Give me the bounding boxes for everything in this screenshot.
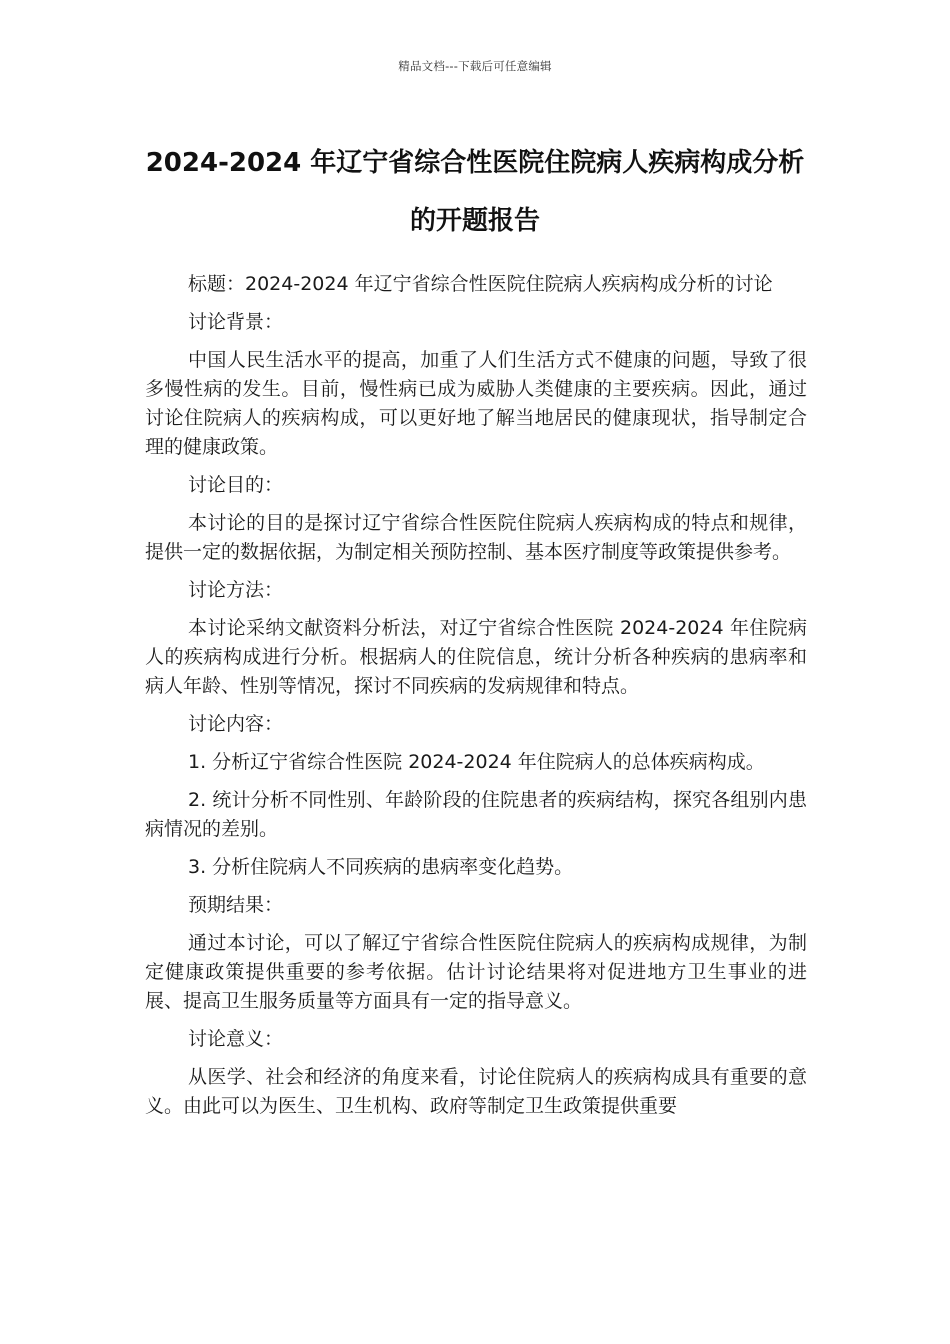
list-item-content-3: 3. 分析住院病人不同疾病的患病率变化趋势。 xyxy=(188,856,574,878)
document-body xyxy=(145,270,807,1130)
heading-significance: 讨论意义： xyxy=(188,1028,284,1050)
document-title: 2024-2024 年辽宁省综合性医院住院病人疾病构成分析的开题报告 xyxy=(145,148,805,236)
heading-background: 讨论背景： xyxy=(188,311,284,333)
list-item-content-2: 2. 统计分析不同性别、年龄阶段的住院患者的疾病结构，探究各组别内患病情况的差别。 xyxy=(145,789,807,840)
paragraph-subject: 标题：2024-2024 年辽宁省综合性医院住院病人疾病构成分析的讨论 xyxy=(188,273,773,295)
paragraph-significance: 从医学、社会和经济的角度来看，讨论住院病人的疾病构成具有重要的意义。由此可以为医生、卫生机构、政府等制定卫生政策提供重要 xyxy=(145,1066,807,1117)
header-note: 精品文档---下载后可任意编辑 xyxy=(398,59,552,73)
heading-method: 讨论方法： xyxy=(188,579,284,601)
heading-purpose: 讨论目的： xyxy=(188,474,284,496)
heading-expected-results: 预期结果： xyxy=(188,894,284,916)
heading-content: 讨论内容： xyxy=(188,713,284,735)
paragraph-purpose: 本讨论的目的是探讨辽宁省综合性医院住院病人疾病构成的特点和规律，提供一定的数据依据，为制定相关预防控制、基本医疗制度等政策提供参考。 xyxy=(145,512,807,563)
paragraph-background: 中国人民生活水平的提高，加重了人们生活方式不健康的问题，导致了很多慢性病的发生。目前，慢性病已成为威胁人类健康的主要疾病。因此，通过讨论住院病人的疾病构成，可以更好地了解当地居民的健康现状，指导制定合理的健康政策。 xyxy=(145,349,807,458)
paragraph-expected-results: 通过本讨论，可以了解辽宁省综合性医院住院病人的疾病构成规律，为制定健康政策提供重要的参考依据。估计讨论结果将对促进地方卫生事业的进展、提高卫生服务质量等方面具有一定的指导意义。 xyxy=(145,932,807,1012)
paragraph-method: 本讨论采纳文献资料分析法，对辽宁省综合性医院 2024-2024 年住院病人的疾病构成进行分析。根据病人的住院信息，统计分析各种疾病的患病率和病人年龄、性别等情况，探讨不同疾病的发病规律和特点。 xyxy=(145,617,807,697)
list-item-content-1: 1. 分析辽宁省综合性医院 2024-2024 年住院病人的总体疾病构成。 xyxy=(188,751,765,773)
